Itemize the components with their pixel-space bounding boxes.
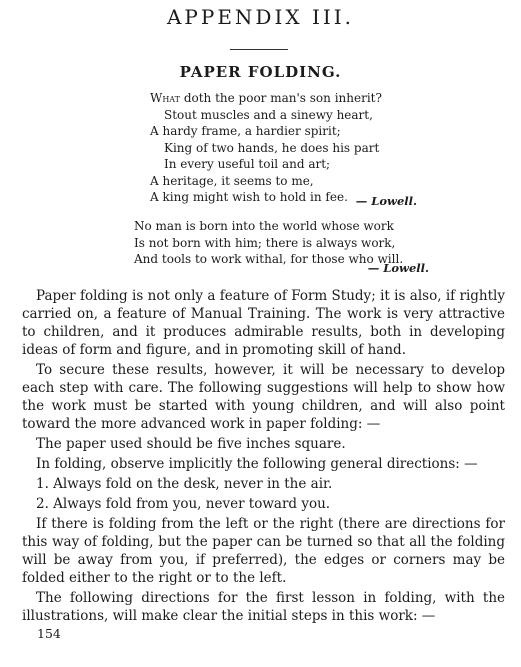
list-item: 1. Always fold on the desk, never in the air. — [36, 476, 333, 492]
paragraph: In folding, observe implicitly the following general directions: — — [36, 456, 478, 472]
poem-line: Is not born with him; there is always work, — [134, 235, 396, 250]
poem-first-line-rest: doth the poor man's son inherit? — [180, 91, 382, 105]
paragraph: The following directions for the first lesson in folding, with the illustrations, will make clear the initial steps in this work: — — [22, 590, 505, 624]
appendix-heading: APPENDIX III. — [166, 5, 355, 29]
paragraph: Paper folding is not only a feature of Form Study; it is also, if rightly carried on, a feature of Manual Training. The work is very attractive to children, and it produces admirable results, both in developing ideas of form and figure, and in promoting skill of hand. — [22, 288, 505, 358]
list-item: 2. Always fold from you, never toward you. — [36, 496, 331, 512]
page-number: 154 — [37, 626, 61, 641]
paragraph: To secure these results, however, it will be necessary to develop each step with care. The following suggestions will help to show how the work must be started with young children, and will also point toward the more advanced work in paper folding: — — [22, 362, 505, 432]
poem-line: Stout muscles and a sinewy heart, — [164, 107, 373, 122]
poem-line: A hardy frame, a hardier spirit; — [150, 124, 341, 138]
poem-line: And tools to work withal, for those who will. — [134, 252, 404, 266]
paragraph: If there is folding from the left or the right (there are directions for this way of folding, but the paper can be turned so that all the folding will be away from you, if preferred), the edges or corners may be folded either to the right or to the left. — [22, 516, 505, 586]
poem-line: In every useful toil and art; — [164, 157, 331, 171]
heading-divider — [230, 49, 288, 50]
poem-lowell-one — [150, 90, 382, 206]
poem-line — [150, 90, 382, 107]
poem-line: No man is born into the world whose work — [134, 219, 394, 233]
poem-line: A heritage, it seems to me, — [150, 173, 314, 188]
poem-attribution: — Lowell. — [355, 194, 417, 208]
poem-first-word: What — [150, 91, 180, 105]
poem-lowell-two — [134, 218, 403, 268]
poem-line: A king might wish to hold in fee. — [150, 190, 348, 204]
poem-line: King of two hands, he does his part — [164, 140, 380, 155]
body-text — [22, 287, 505, 625]
poem-attribution: — Lowell. — [367, 261, 429, 275]
paragraph: The paper used should be five inches square. — [36, 436, 346, 452]
section-title: PAPER FOLDING. — [179, 63, 342, 81]
